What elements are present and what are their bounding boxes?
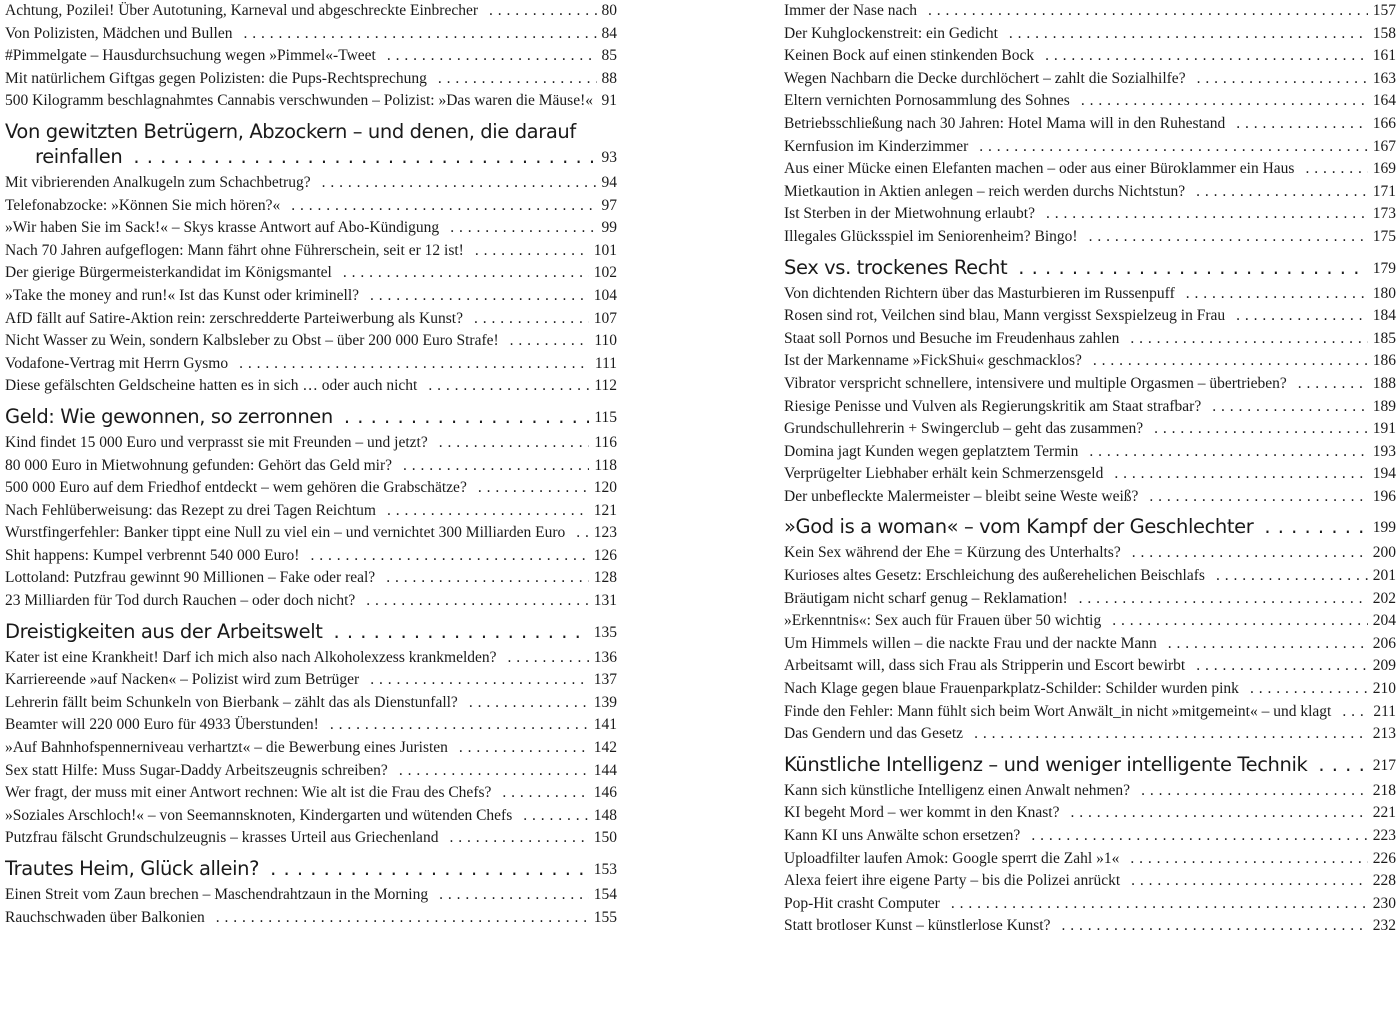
- toc-entry[interactable]: [5, 907, 617, 930]
- toc-entry-page: 88: [597, 68, 618, 91]
- toc-entry[interactable]: [784, 158, 1396, 181]
- toc-entry-title: #Pimmelgate – Hausdurchsuchung wegen »Pimmel«-Tweet . . .: [5, 47, 381, 64]
- toc-entry[interactable]: [784, 68, 1396, 91]
- toc-entry[interactable]: [784, 565, 1396, 588]
- toc-entry-title: Der gierige Bürgermeisterkandidat im Königsmantel . . .: [5, 264, 337, 281]
- toc-entry-page: 85: [597, 45, 618, 68]
- toc-entry-page: 169: [1368, 158, 1396, 181]
- toc-section-heading[interactable]: [784, 752, 1396, 777]
- toc-section-heading[interactable]: [784, 255, 1396, 280]
- toc-entry[interactable]: [5, 760, 617, 783]
- toc-entry[interactable]: [5, 567, 617, 590]
- toc-entry[interactable]: [5, 432, 617, 455]
- toc-entry[interactable]: [784, 486, 1396, 509]
- toc-entry[interactable]: [784, 780, 1396, 803]
- toc-entry-title: Betriebsschließung nach 30 Jahren: Hotel Mama will in den Ruhestand . . .: [784, 115, 1230, 132]
- toc-entry[interactable]: [5, 0, 617, 23]
- toc-entry[interactable]: [5, 240, 617, 263]
- toc-entry-page: 112: [589, 375, 617, 398]
- toc-entry-page: 80: [597, 0, 618, 23]
- toc-entry-title: Ist Sterben in der Mietwohnung erlaubt? . . .: [784, 205, 1040, 222]
- toc-entry-page: 94: [597, 172, 618, 195]
- toc-entry[interactable]: [784, 633, 1396, 656]
- toc-entry-title: Rosen sind rot, Veilchen sind blau, Mann vergisst Sexspielzeug in Frau . . .: [784, 307, 1230, 324]
- toc-entry-title: 500 Kilogramm beschlagnahmtes Cannabis verschwunden – Polizist: »Das waren die Mäuse!« . . .: [5, 92, 598, 109]
- toc-entry-title: KI begeht Mord – wer kommt in den Knast? . . .: [784, 804, 1065, 821]
- toc-entry[interactable]: [784, 610, 1396, 633]
- toc-entry-page: 146: [589, 782, 617, 805]
- toc-entry[interactable]: [5, 90, 617, 113]
- toc-entry-title: Mit natürlichem Giftgas gegen Polizisten: die Pups-Rechtsprechung . . .: [5, 70, 432, 87]
- toc-entry-title: Um Himmels willen – die nackte Frau und der nackte Mann . . .: [784, 635, 1162, 652]
- toc-entry-title: Uploadfilter laufen Amok: Google sperrt die Zahl »1« . . .: [784, 850, 1124, 867]
- toc-entry-page: 102: [589, 262, 617, 285]
- toc-section-heading[interactable]: [5, 619, 617, 644]
- toc-entry[interactable]: [5, 68, 617, 91]
- toc-entry-title: Der unbefleckte Malermeister – bleibt seine Weste weiß? . . .: [784, 488, 1143, 505]
- toc-entry-title: Beamter will 220 000 Euro für 4933 Überstunden! . . .: [5, 716, 324, 733]
- toc-section-title: »God is a woman« – vom Kampf der Geschlechter . . .: [784, 515, 1258, 538]
- toc-entry-page: 232: [1368, 915, 1396, 938]
- toc-entry[interactable]: [5, 375, 617, 398]
- toc-entry-title: Domina jagt Kunden wegen geplatztem Termin . . .: [784, 443, 1083, 460]
- toc-entry[interactable]: [5, 217, 617, 240]
- toc-entry-page: 184: [1368, 305, 1396, 328]
- toc-entry-title: Kurioses altes Gesetz: Erschleichung des außerehelichen Beischlafs . . .: [784, 567, 1210, 584]
- toc-entry-page: 180: [1368, 283, 1396, 306]
- toc-entry-title: Aus einer Mücke einen Elefanten machen – oder aus einer Büroklammer ein Haus . . .: [784, 160, 1299, 177]
- toc-entry[interactable]: [784, 542, 1396, 565]
- toc-entry-title: Pop-Hit crasht Computer . . .: [784, 895, 945, 912]
- toc-entry[interactable]: [5, 545, 617, 568]
- toc-entry[interactable]: [784, 463, 1396, 486]
- toc-entry-page: 99: [597, 217, 618, 240]
- toc-entry[interactable]: [784, 23, 1396, 46]
- toc-entry-page: 141: [589, 714, 617, 737]
- toc-entry-page: 84: [597, 23, 618, 46]
- toc-entry-title: Alexa feiert ihre eigene Party – bis die Polizei anrückt . . .: [784, 872, 1125, 889]
- toc-entry[interactable]: [784, 678, 1396, 701]
- toc-entry-page: 185: [1368, 328, 1396, 351]
- toc-entry-title: AfD fällt auf Satire-Aktion rein: zerschredderte Parteiwerbung als Kunst? . . .: [5, 310, 468, 327]
- toc-entry[interactable]: [784, 723, 1396, 746]
- toc-entry[interactable]: [784, 825, 1396, 848]
- toc-entry-title: Von Polizisten, Mädchen und Bullen . . .: [5, 25, 237, 42]
- toc-entry[interactable]: [784, 915, 1396, 938]
- toc-entry[interactable]: [5, 23, 617, 46]
- toc-section-page: 179: [1368, 258, 1396, 280]
- toc-entry-page: 131: [589, 590, 617, 613]
- toc-entry-page: 171: [1368, 181, 1396, 204]
- toc-entry-title: Wurstfingerfehler: Banker tippt eine Null zu viel ein – und vernichtet 300 Milliarden Euro . . .: [5, 524, 570, 541]
- toc-entry-page: 188: [1368, 373, 1396, 396]
- toc-entry-title: Bräutigam nicht scharf genug – Reklamation! . . .: [784, 590, 1073, 607]
- toc-entry-page: 139: [589, 692, 617, 715]
- toc-section-title: Geld: Wie gewonnen, so zerronnen . . .: [5, 405, 338, 428]
- toc-entry[interactable]: [5, 262, 617, 285]
- toc-entry-title: Illegales Glücksspiel im Seniorenheim? Bingo! . . .: [784, 228, 1083, 245]
- toc-entry[interactable]: [784, 350, 1396, 373]
- toc-entry-title: Arbeitsamt will, dass sich Frau als Stripperin und Escort bewirbt . . .: [784, 657, 1190, 674]
- toc-entry-title: Kein Sex während der Ehe = Kürzung des Unterhalts? . . .: [784, 544, 1126, 561]
- toc-entry-title: Von dichtenden Richtern über das Masturbieren im Russenpuff . . .: [784, 285, 1180, 302]
- toc-section-title: Von gewitzten Betrügern, Abzockern – und denen, die darauf reinfallen . . .: [5, 120, 576, 168]
- toc-entry[interactable]: [5, 522, 617, 545]
- toc-section-heading[interactable]: [5, 119, 617, 169]
- toc-entry-title: Der Kuhglockenstreit: ein Gedicht . . .: [784, 25, 1003, 42]
- toc-entry-title: Kind findet 15 000 Euro und verprasst sie mit Freunden – und jetzt? . . .: [5, 434, 433, 451]
- toc-entry-title: Einen Streit vom Zaun brechen – Maschendrahtzaun in the Morning . . .: [5, 886, 433, 903]
- toc-entry-title: Riesige Penisse und Vulven als Regierungskritik am Staat strafbar? . . .: [784, 398, 1206, 415]
- toc-entry[interactable]: [5, 805, 617, 828]
- toc-entry-page: 142: [589, 737, 617, 760]
- toc-entry-page: 175: [1368, 226, 1396, 249]
- toc-entry-page: 104: [589, 285, 617, 308]
- toc-entry-title: Immer der Nase nach . . .: [784, 2, 922, 19]
- toc-entry-title: Vodafone-Vertrag mit Herrn Gysmo . . .: [5, 355, 233, 372]
- toc-entry[interactable]: [5, 714, 617, 737]
- toc-entry[interactable]: [784, 870, 1396, 893]
- toc-entry-page: 228: [1368, 870, 1396, 893]
- toc-entry-title: Kann sich künstliche Intelligenz einen Anwalt nehmen? . . .: [784, 782, 1135, 799]
- toc-entry-page: 123: [589, 522, 617, 545]
- toc-entry-title: Rauchschwaden über Balkonien . . .: [5, 909, 210, 926]
- toc-entry-title: 80 000 Euro in Mietwohnung gefunden: Gehört das Geld mir? . . .: [5, 457, 397, 474]
- toc-entry-page: 158: [1368, 23, 1396, 46]
- toc-entry[interactable]: [784, 328, 1396, 351]
- toc-entry-page: 121: [589, 500, 617, 523]
- toc-entry-page: 118: [589, 455, 617, 478]
- toc-section-heading[interactable]: [5, 856, 617, 881]
- toc-entry-page: 189: [1368, 396, 1396, 419]
- toc-entry-page: 193: [1368, 441, 1396, 464]
- toc-entry-page: 157: [1368, 0, 1396, 23]
- toc-entry-title: 23 Milliarden für Tod durch Rauchen – oder doch nicht? . . .: [5, 592, 360, 609]
- toc-section-page: 199: [1368, 517, 1396, 539]
- toc-entry[interactable]: [5, 827, 617, 850]
- toc-entry[interactable]: [784, 848, 1396, 871]
- toc-entry-page: 110: [589, 330, 617, 353]
- toc-entry-title: Shit happens: Kumpel verbrennt 540 000 Euro! . . .: [5, 547, 304, 564]
- toc-entry[interactable]: [5, 477, 617, 500]
- toc-entry-title: Mit vibrierenden Analkugeln zum Schachbetrug? . . .: [5, 174, 316, 191]
- toc-entry-title: »Auf Bahnhofspennerniveau verhartzt« – die Bewerbung eines Juristen . . .: [5, 739, 453, 756]
- toc-entry[interactable]: [784, 588, 1396, 611]
- toc-entry[interactable]: [5, 172, 617, 195]
- toc-right-column: [784, 0, 1396, 938]
- toc-entry-title: Karriereende »auf Nacken« – Polizist wird zum Betrüger . . .: [5, 671, 364, 688]
- toc-entry-page: 213: [1368, 723, 1396, 746]
- toc-section-page: 115: [589, 407, 617, 429]
- toc-section-heading[interactable]: [784, 514, 1396, 539]
- toc-entry-page: 206: [1368, 633, 1396, 656]
- toc-entry-page: 194: [1368, 463, 1396, 486]
- toc-entry-title: »Soziales Arschloch!« – von Seemannsknoten, Kindergarten und wütenden Chefs . . .: [5, 807, 517, 824]
- toc-entry-page: 107: [589, 308, 617, 331]
- toc-entry-page: 173: [1368, 203, 1396, 226]
- toc-entry-title: Wegen Nachbarn die Decke durchlöchert – zahlt die Sozialhilfe? . . .: [784, 70, 1191, 87]
- toc-section-title: Dreistigkeiten aus der Arbeitswelt . . .: [5, 620, 327, 643]
- toc-section-title: Künstliche Intelligenz – und weniger intelligente Technik . . .: [784, 753, 1312, 776]
- toc-entry-title: Nach Klage gegen blaue Frauenparkplatz-Schilder: Schilder wurden pink . . .: [784, 680, 1244, 697]
- toc-entry-page: 97: [597, 195, 618, 218]
- toc-entry-title: »Erkenntnis«: Sex auch für Frauen über 50 wichtig . . .: [784, 612, 1106, 629]
- toc-section-page: 93: [597, 147, 618, 169]
- toc-entry-title: Achtung, Pozilei! Über Autotuning, Karneval und abgeschreckte Einbrecher . . .: [5, 2, 483, 19]
- toc-entry[interactable]: [784, 418, 1396, 441]
- toc-entry-title: Statt brotloser Kunst – künstlerlose Kunst? . . .: [784, 917, 1056, 934]
- toc-entry-page: 148: [589, 805, 617, 828]
- toc-entry[interactable]: [784, 441, 1396, 464]
- toc-entry-page: 161: [1368, 45, 1396, 68]
- toc-entry-page: 101: [589, 240, 617, 263]
- toc-entry-title: Nach Fehlüberweisung: das Rezept zu drei Tagen Reichtum . . .: [5, 502, 381, 519]
- toc-entry[interactable]: [784, 203, 1396, 226]
- toc-entry-title: »Take the money and run!« Ist das Kunst oder kriminell? . . .: [5, 287, 364, 304]
- toc-entry-title: Diese gefälschten Geldscheine hatten es in sich … oder auch nicht . . .: [5, 377, 422, 394]
- toc-entry-page: 196: [1368, 486, 1396, 509]
- toc-entry-title: Mietkaution in Aktien anlegen – reich werden durchs Nichtstun? . . .: [784, 183, 1190, 200]
- toc-entry[interactable]: [784, 136, 1396, 159]
- toc-entry-title: Eltern vernichten Pornosammlung des Sohnes . . .: [784, 92, 1075, 109]
- toc-entry-page: 204: [1368, 610, 1396, 633]
- toc-entry[interactable]: [5, 737, 617, 760]
- toc-entry-page: 221: [1368, 802, 1396, 825]
- toc-entry[interactable]: [784, 655, 1396, 678]
- toc-entry[interactable]: [784, 181, 1396, 204]
- toc-entry[interactable]: [5, 353, 617, 376]
- toc-entry-page: 164: [1368, 90, 1396, 113]
- toc-entry-title: Keinen Bock auf einen stinkenden Bock . . .: [784, 47, 1039, 64]
- toc-entry-title: Ist der Markenname »FickShui« geschmacklos? . . .: [784, 352, 1087, 369]
- toc-entry-title: Finde den Fehler: Mann fühlt sich beim Wort Anwält_in nicht »mitgemeint« – und klagt . . .: [784, 703, 1336, 720]
- toc-entry-page: 209: [1368, 655, 1396, 678]
- toc-entry-page: 155: [589, 907, 617, 930]
- toc-entry-title: Staat soll Pornos und Besuche im Freudenhaus zahlen . . .: [784, 330, 1124, 347]
- toc-entry-page: 201: [1368, 565, 1396, 588]
- toc-entry-page: 120: [589, 477, 617, 500]
- toc-entry-page: 154: [589, 884, 617, 907]
- toc-entry-page: 218: [1368, 780, 1396, 803]
- toc-entry[interactable]: [784, 893, 1396, 916]
- toc-entry-page: 166: [1368, 113, 1396, 136]
- toc-entry-page: 167: [1368, 136, 1396, 159]
- toc-entry-title: Kernfusion im Kinderzimmer . . .: [784, 138, 973, 155]
- toc-entry-page: 191: [1368, 418, 1396, 441]
- toc-entry-page: 163: [1368, 68, 1396, 91]
- toc-entry-page: 200: [1368, 542, 1396, 565]
- toc-entry[interactable]: [784, 45, 1396, 68]
- toc-entry[interactable]: [784, 0, 1396, 23]
- toc-entry[interactable]: [5, 782, 617, 805]
- toc-entry-page: 230: [1368, 893, 1396, 916]
- toc-entry-page: 226: [1368, 848, 1396, 871]
- toc-entry-page: 111: [590, 353, 617, 376]
- toc-entry-title: Lottoland: Putzfrau gewinnt 90 Millionen – Fake oder real? . . .: [5, 569, 380, 586]
- toc-entry-title: Telefonabzocke: »Können Sie mich hören?« . . .: [5, 197, 285, 214]
- toc-entry[interactable]: [5, 669, 617, 692]
- toc-entry[interactable]: [5, 45, 617, 68]
- toc-entry-page: 128: [589, 567, 617, 590]
- toc-entry-page: 137: [589, 669, 617, 692]
- toc-section-page: 135: [589, 622, 617, 644]
- toc-entry[interactable]: [5, 195, 617, 218]
- toc-entry-title: Nicht Wasser zu Wein, sondern Kalbsleber zu Obst – über 200 000 Euro Strafe! . . .: [5, 332, 504, 349]
- toc-entry-page: 150: [589, 827, 617, 850]
- toc-entry[interactable]: [5, 692, 617, 715]
- toc-entry-page: 116: [589, 432, 617, 455]
- toc-section-page: 217: [1368, 755, 1396, 777]
- toc-entry[interactable]: [5, 590, 617, 613]
- toc-entry-title: Lehrerin fällt beim Schunkeln von Bierbank – zählt das als Dienstunfall? . . .: [5, 694, 463, 711]
- toc-entry[interactable]: [5, 884, 617, 907]
- toc-entry-page: 136: [589, 647, 617, 670]
- toc-entry-page: 186: [1368, 350, 1396, 373]
- toc-entry[interactable]: [784, 396, 1396, 419]
- toc-entry-title: Putzfrau fälscht Grundschulzeugnis – krasses Urteil aus Griechenland . . .: [5, 829, 443, 846]
- toc-entry[interactable]: [5, 455, 617, 478]
- toc-entry-title: Nach 70 Jahren aufgeflogen: Mann fährt ohne Führerschein, seit er 12 ist! . . .: [5, 242, 469, 259]
- toc-entry-page: 144: [589, 760, 617, 783]
- toc-entry-page: 210: [1368, 678, 1396, 701]
- toc-entry-title: Verprügelter Liebhaber erhält kein Schmerzensgeld . . .: [784, 465, 1108, 482]
- toc-entry-title: Kann KI uns Anwälte schon ersetzen? . . .: [784, 827, 1025, 844]
- toc-entry[interactable]: [784, 305, 1396, 328]
- toc-section-page: 153: [589, 859, 617, 881]
- toc-entry[interactable]: [5, 285, 617, 308]
- toc-left-column: [5, 0, 617, 929]
- toc-entry-page: 91: [597, 90, 618, 113]
- toc-entry-title: Vibrator verspricht schnellere, intensivere und multiple Orgasmen – übertrieben? . . .: [784, 375, 1292, 392]
- toc-entry[interactable]: [784, 226, 1396, 249]
- toc-entry-title: Das Gendern und das Gesetz . . .: [784, 725, 968, 742]
- toc-entry[interactable]: [784, 802, 1396, 825]
- toc-entry[interactable]: [5, 330, 617, 353]
- toc-section-title: Sex vs. trockenes Recht . . .: [784, 256, 1012, 279]
- toc-section-heading[interactable]: [5, 404, 617, 429]
- toc-entry[interactable]: [5, 647, 617, 670]
- toc-entry[interactable]: [5, 500, 617, 523]
- toc-entry-title: »Wir haben Sie im Sack!« – Skys krasse Antwort auf Abo-Kündigung . . .: [5, 219, 444, 236]
- toc-entry-title: Grundschullehrerin + Swingerclub – geht das zusammen? . . .: [784, 420, 1148, 437]
- toc-entry-title: Wer fragt, der muss mit einer Antwort rechnen: Wie alt ist die Frau des Chefs? . . .: [5, 784, 496, 801]
- toc-entry[interactable]: [784, 113, 1396, 136]
- toc-entry-title: Sex statt Hilfe: Muss Sugar-Daddy Arbeitszeugnis schreiben? . . .: [5, 762, 393, 779]
- toc-entry-page: 202: [1368, 588, 1396, 611]
- toc-entry[interactable]: [784, 283, 1396, 306]
- toc-entry[interactable]: [5, 308, 617, 331]
- toc-entry-page: 211: [1368, 701, 1396, 724]
- toc-entry-title: Kater ist eine Krankheit! Darf ich mich also nach Alkoholexzess krankmelden? . . .: [5, 649, 502, 666]
- toc-entry[interactable]: [784, 373, 1396, 396]
- toc-entry[interactable]: [784, 701, 1396, 724]
- toc-section-title: Trautes Heim, Glück allein? . . .: [5, 857, 264, 880]
- toc-entry[interactable]: [784, 90, 1396, 113]
- toc-entry-title: 500 000 Euro auf dem Friedhof entdeckt – wem gehören die Grabschätze? . . .: [5, 479, 472, 496]
- toc-entry-page: 126: [589, 545, 617, 568]
- toc-entry-page: 223: [1368, 825, 1396, 848]
